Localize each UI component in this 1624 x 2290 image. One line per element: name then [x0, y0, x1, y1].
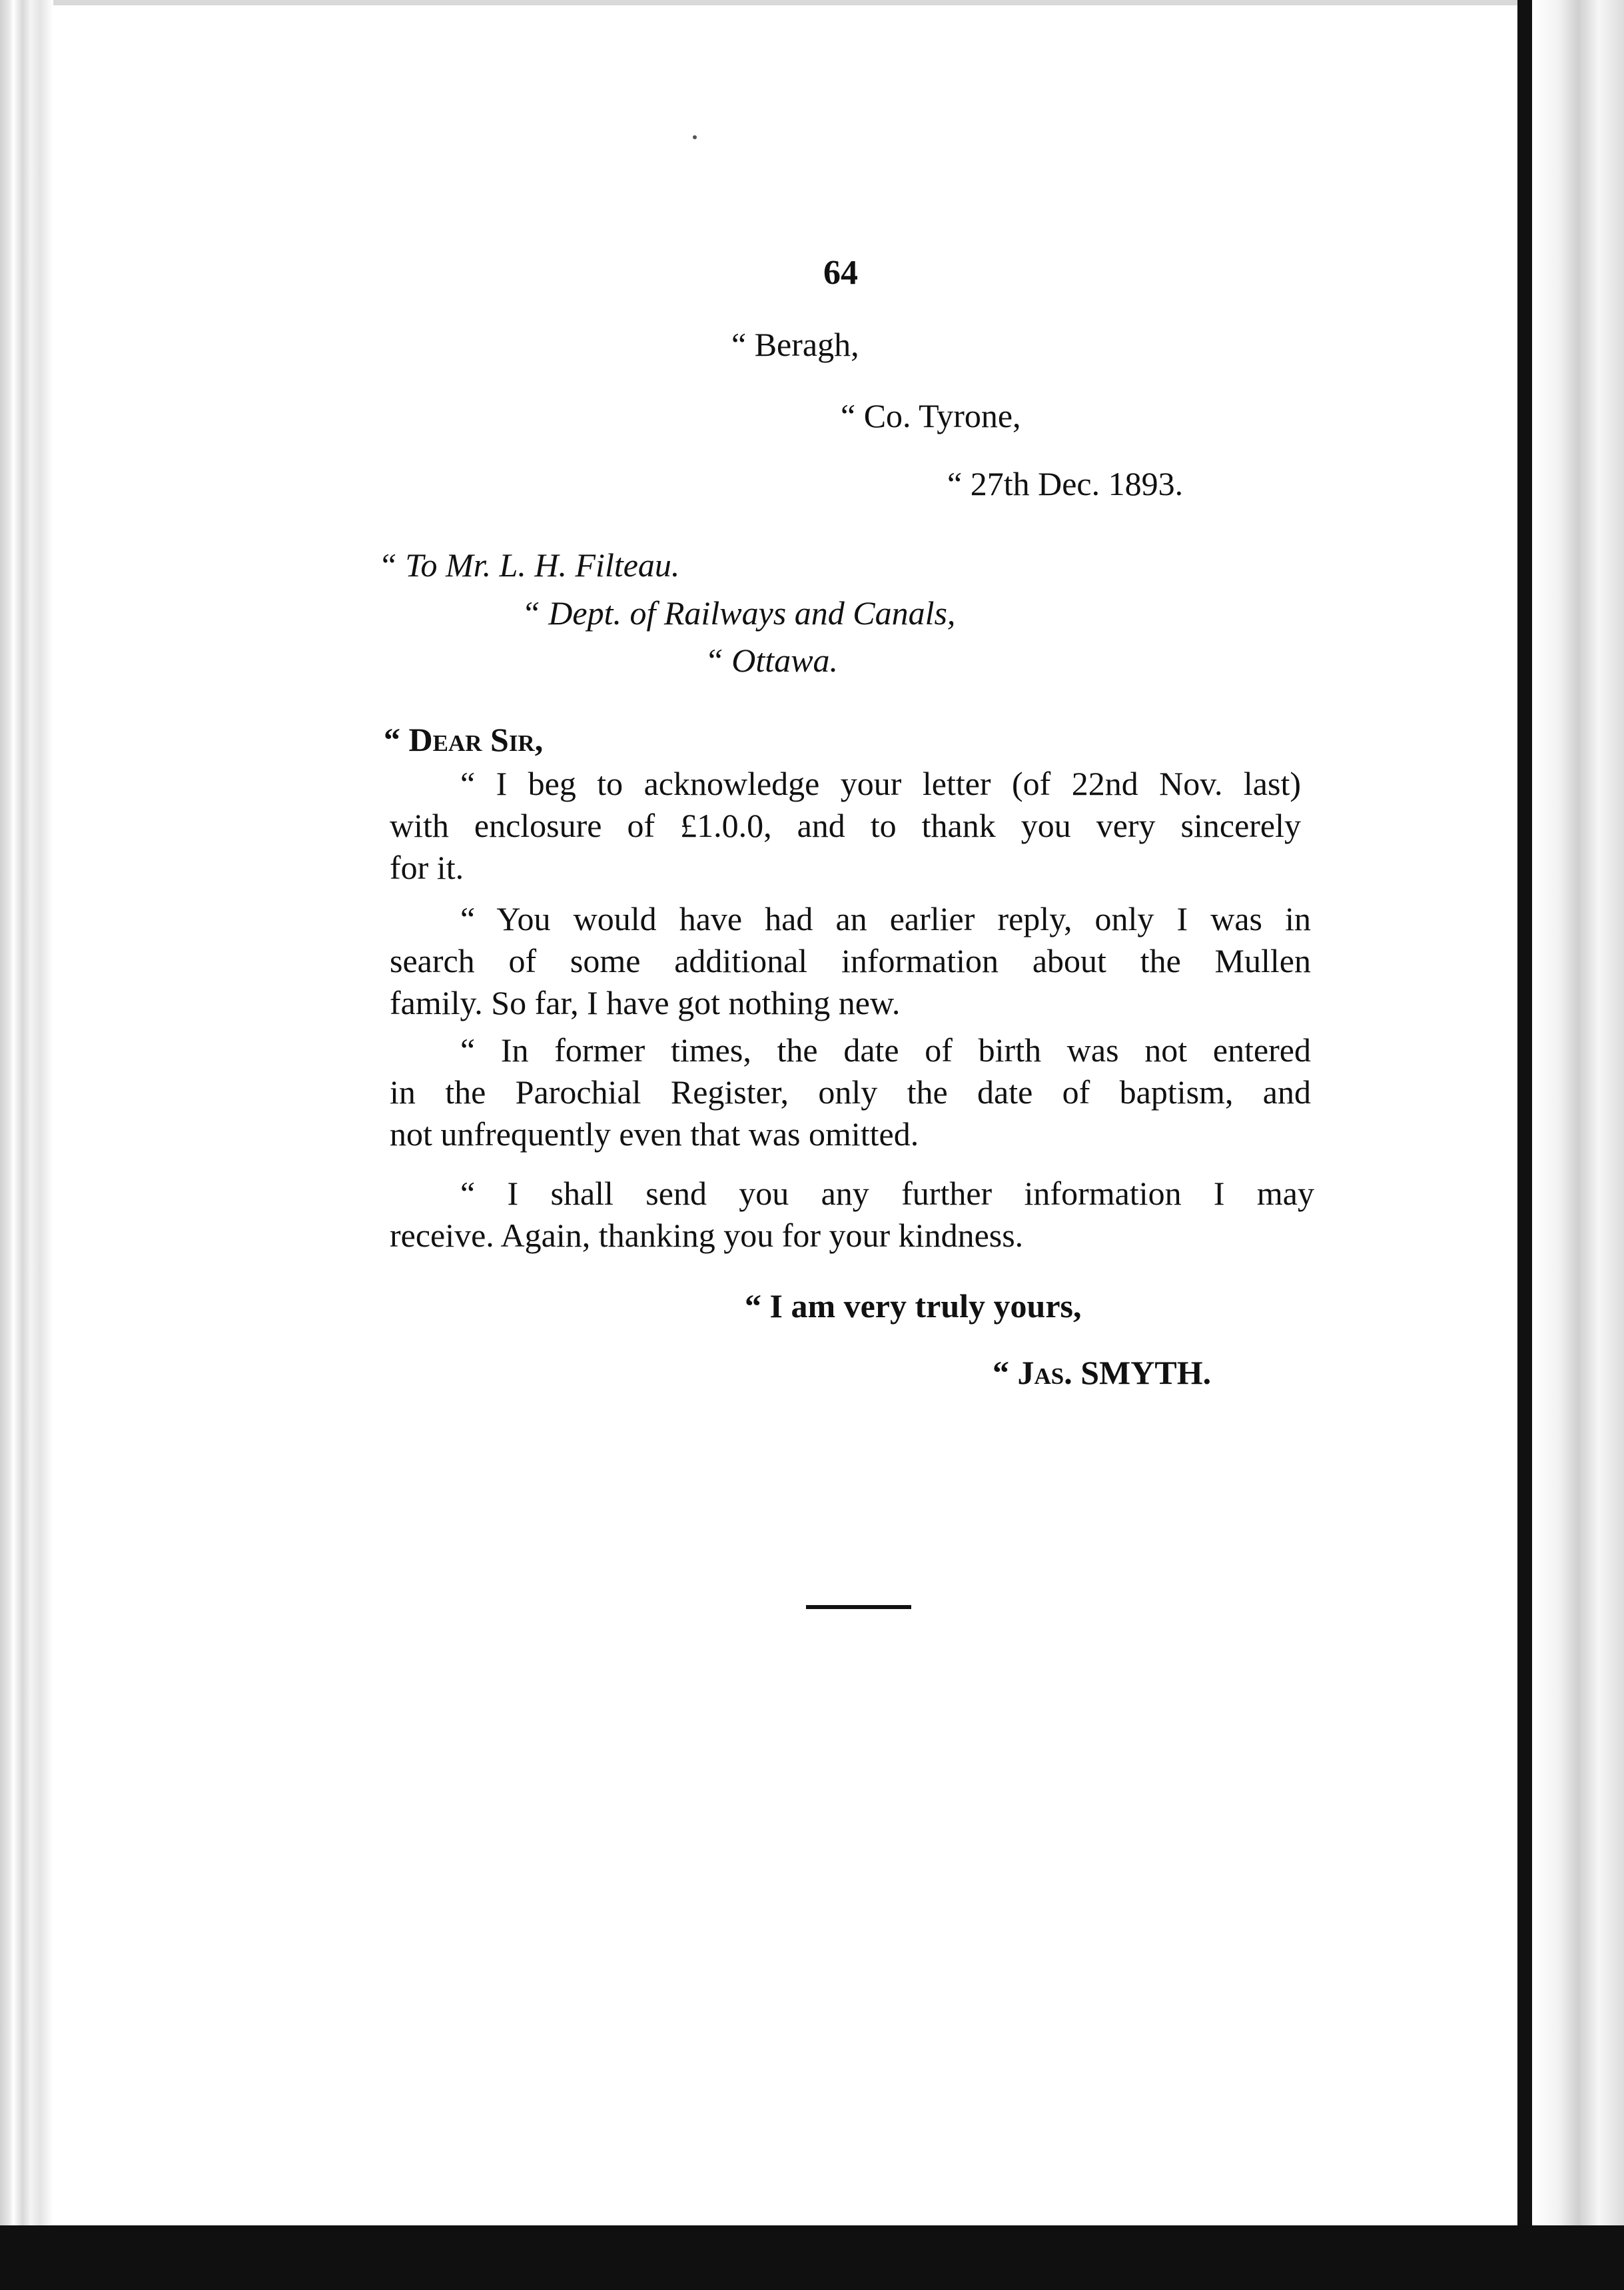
paragraph-2-line-1: “ You would have had an earlier reply, only I was in [460, 900, 1311, 937]
paragraph-1-line-3: for it. [390, 849, 464, 886]
salutation: “ Dear Sir, [384, 721, 544, 758]
signature: “ Jas. SMYTH. [993, 1354, 1212, 1391]
scan-speck [693, 135, 697, 139]
scan-top-edge [0, 0, 1624, 5]
paragraph-3-line-1: “ In former times, the date of birth was not entered [460, 1031, 1311, 1069]
page-number: 64 [823, 254, 858, 292]
paragraph-2-line-2: search of some additional information about the Mullen [390, 942, 1311, 979]
recipient-name: “ To Mr. L. H. Filteau. [378, 546, 680, 584]
paragraph-1-line-1: “ I beg to acknowledge your letter (of 22nd Nov. last) [460, 765, 1301, 802]
book-binding-edge [0, 0, 53, 2290]
paragraph-4-line-1: “ I shall send you any further information I may [460, 1175, 1314, 1212]
paragraph-3-line-2: in the Parochial Register, only the date of baptism, and [390, 1073, 1311, 1111]
letter-place-line-1: “ Beragh, [731, 326, 859, 363]
paragraph-3-line-3: not unfrequently even that was omitted. [390, 1115, 919, 1153]
section-end-rule [806, 1605, 911, 1609]
closing: “ I am very truly yours, [745, 1287, 1082, 1325]
page-right-edge [1517, 0, 1532, 2225]
letter-place-line-2: “ Co. Tyrone, [841, 397, 1021, 434]
paragraph-2-line-3: family. So far, I have got nothing new. [390, 984, 901, 1021]
recipient-department: “ Dept. of Railways and Canals, [522, 594, 956, 632]
paragraph-1-line-2: with enclosure of £1.0.0, and to thank you very sincerely [390, 807, 1301, 844]
scan-right-margin [1532, 0, 1624, 2225]
scan-bottom-edge [0, 2225, 1624, 2290]
recipient-city: “ Ottawa. [705, 642, 839, 679]
letter-date: “ 27th Dec. 1893. [947, 465, 1184, 502]
paragraph-4-line-2: receive. Again, thanking you for your kindness. [390, 1217, 1024, 1254]
